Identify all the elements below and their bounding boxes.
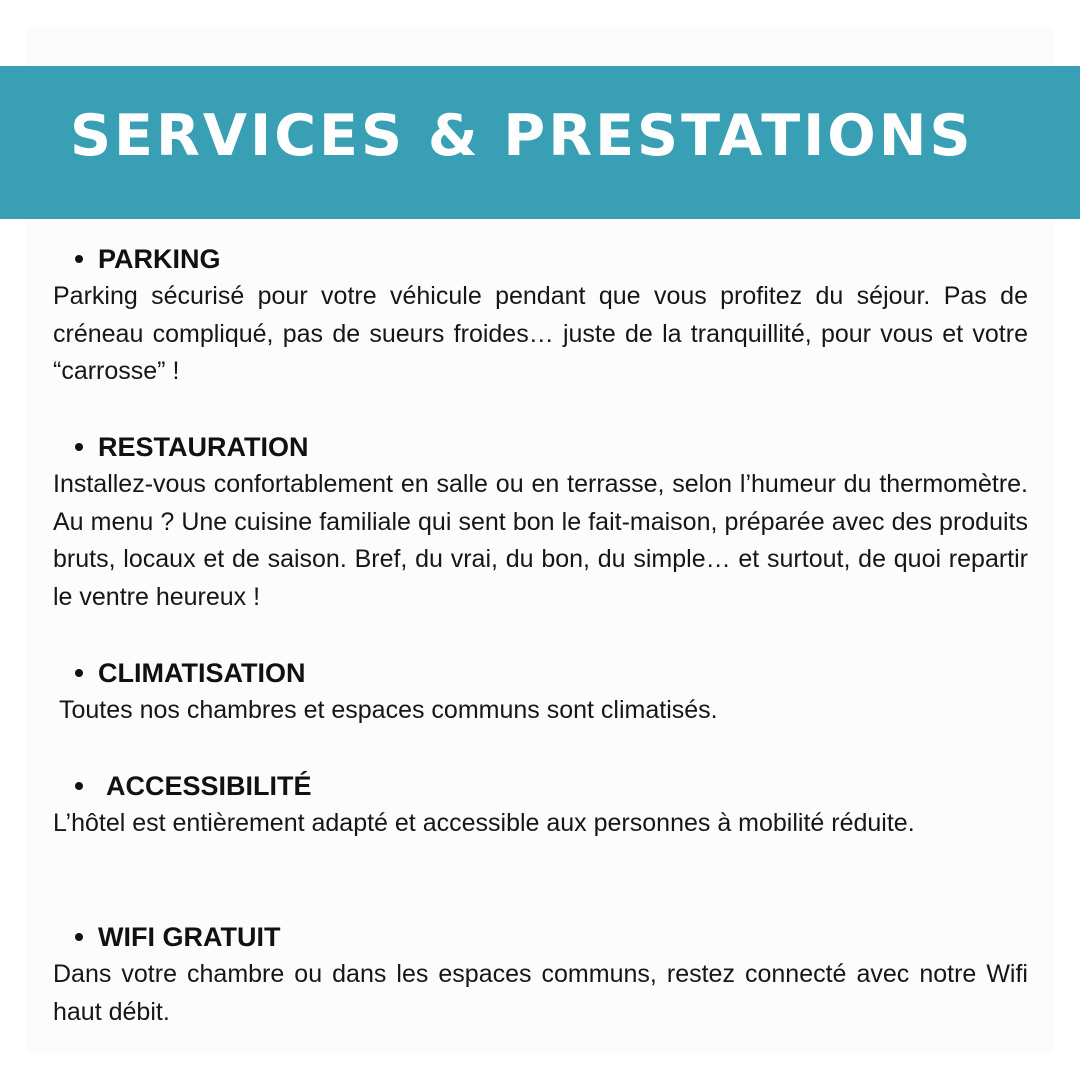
service-heading	[75, 428, 1028, 466]
service-heading	[75, 240, 1028, 278]
service-description: Toutes nos chambres et espaces communs sont climatisés.	[59, 696, 718, 724]
service-heading-label: RESTAURATION	[98, 432, 309, 462]
service-heading-label: WIFI GRATUIT	[98, 922, 281, 952]
bullet-icon	[75, 255, 83, 263]
bullet-icon	[75, 933, 83, 941]
service-description: Dans votre chambre ou dans les espaces communs, restez connecté avec notre Wifi haut débit.	[53, 960, 1028, 1026]
service-wifi	[53, 918, 1028, 1031]
service-description: Parking sécurisé pour votre véhicule pendant que vous profitez du séjour. Pas de créneau compliqué, pas de sueurs froides… juste de la tranquillité, pour vous et votre “carrosse” !	[53, 282, 1028, 386]
service-description: Installez-vous confortablement en salle ou en terrasse, selon l’humeur du thermomètre. Au menu ? Une cuisine familiale qui sent bon le fait-maison, préparée avec des produits bruts, locaux et de saison. Bref, du vrai, du bon, du simple… et surtout, de quoi repartir le ventre heureux !	[53, 470, 1028, 612]
service-parking	[53, 240, 1028, 391]
bullet-icon	[75, 443, 83, 451]
service-heading-label: CLIMATISATION	[98, 658, 306, 688]
service-climatisation	[53, 654, 1028, 730]
service-description: L’hôtel est entièrement adapté et accessible aux personnes à mobilité réduite.	[53, 809, 915, 837]
service-heading	[75, 918, 1028, 956]
service-restauration	[53, 428, 1028, 617]
bullet-icon	[75, 669, 83, 677]
bullet-icon	[75, 782, 83, 790]
page-title: SERVICES & PRESTATIONS	[70, 103, 974, 169]
service-heading-label: ACCESSIBILITÉ	[106, 771, 312, 801]
service-accessibilite	[53, 767, 1028, 843]
service-heading	[75, 654, 1028, 692]
service-heading	[75, 767, 1028, 805]
service-heading-label: PARKING	[98, 244, 221, 274]
